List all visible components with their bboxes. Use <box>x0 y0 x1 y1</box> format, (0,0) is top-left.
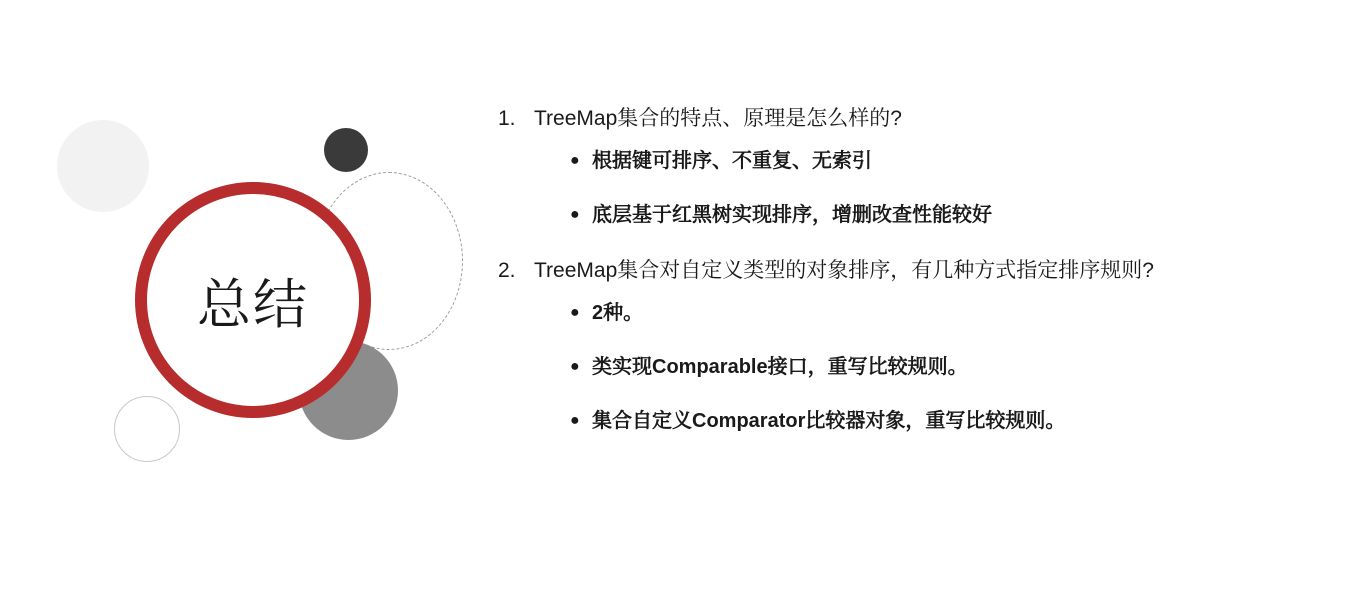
bullet-list <box>498 298 1318 436</box>
bullet-dot-icon: ● <box>570 358 580 375</box>
decorative-graphic <box>0 0 500 614</box>
bullet-dot-icon: ● <box>570 152 580 169</box>
question-item <box>498 102 1318 136</box>
list-item <box>498 200 1318 230</box>
bullet-text: 2种。 <box>592 302 644 324</box>
list-item <box>498 298 1318 328</box>
bullet-dot-icon: ● <box>570 304 580 321</box>
bullet-dot-icon: ● <box>570 206 580 223</box>
question-number: 2. <box>498 259 516 282</box>
question-item <box>498 254 1318 288</box>
question-text: TreeMap集合的特点、原理是怎么样的? <box>534 107 902 130</box>
content-area <box>498 102 1318 460</box>
bullet-list <box>498 146 1318 230</box>
question-number: 1. <box>498 107 516 130</box>
bullet-text: 根据键可排序、不重复、无索引 <box>592 150 872 172</box>
list-item <box>498 146 1318 176</box>
bullet-text: 底层基于红黑树实现排序，增删改查性能较好 <box>592 204 992 226</box>
bullet-text: 集合自定义Comparator比较器对象，重写比较规则。 <box>592 410 1066 432</box>
bullet-dot-icon: ● <box>570 412 580 429</box>
list-item <box>498 352 1318 382</box>
dark-circle-shape <box>324 128 368 172</box>
question-text: TreeMap集合对自定义类型的对象排序，有几种方式指定排序规则? <box>534 259 1154 282</box>
bullet-text: 类实现Comparable接口，重写比较规则。 <box>592 356 968 378</box>
list-item <box>498 406 1318 436</box>
graphic-title: 总结 <box>197 274 309 335</box>
